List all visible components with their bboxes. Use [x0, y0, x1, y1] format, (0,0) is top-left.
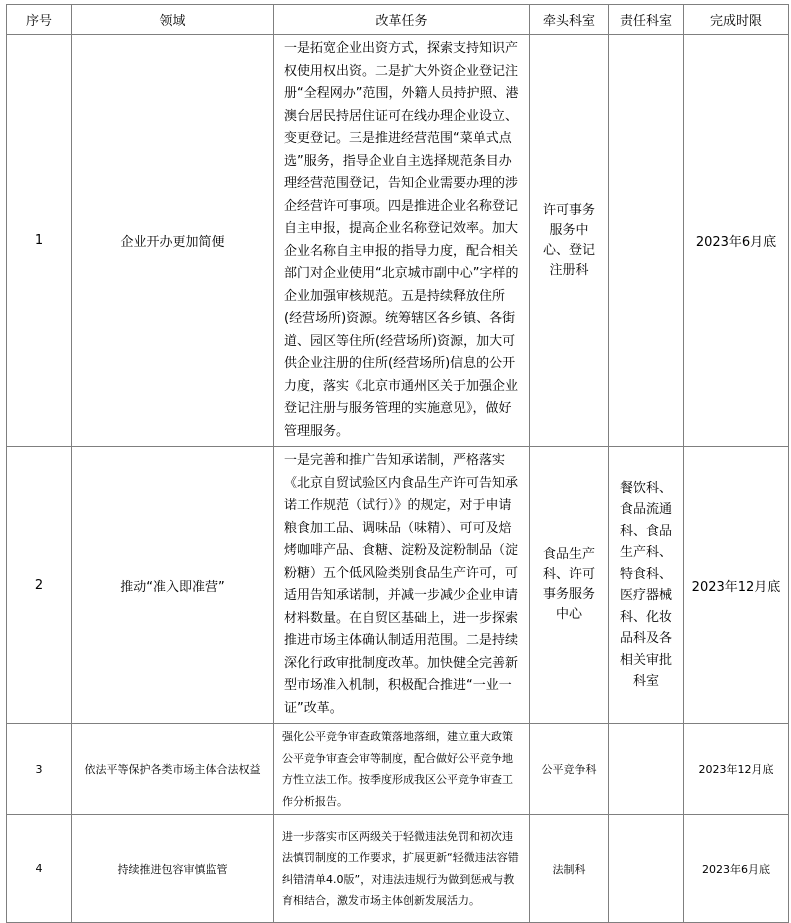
cell-task: 一是拓宽企业出资方式，探索支持知识产权使用权出资。二是扩大外资企业登记注册“全程网办”范围，外籍人员持护照、港澳台居民持居住证可在线办理企业设立、变更登记。三是推进经营范围“菜单式点选”服务，指导企业自主选择规范条目办理经营范围登记，告知企业需要办理的涉企经营许可事项。四是推进企业名称登记自主申报，提高企业名称登记效率。加大企业名称自主申报的指导力度，配合相关部门对企业使用“北京城市副中心”字样的企业加强审核规范。五是持续释放住所(经营场所)资源。统筹辖区各乡镇、各街道、园区等住所(经营场所)资源，加大可供企业注册的住所(经营场所)信息的公开力度，落实《北京市通州区关于加强企业登记注册与服务管理的实施意见》，做好管理服务。 — [274, 35, 530, 447]
cell-lead-dept: 公平竞争科 — [530, 724, 609, 815]
cell-lead-dept: 许可事务服务中心、登记注册科 — [530, 35, 609, 447]
cell-deadline: 2023年12月底 — [684, 447, 789, 724]
table-row — [7, 447, 789, 724]
cell-resp-dept — [609, 724, 684, 815]
cell-deadline: 2023年6月底 — [684, 815, 789, 923]
table-row — [7, 815, 789, 923]
cell-no: 2 — [7, 447, 72, 724]
cell-no: 4 — [7, 815, 72, 923]
cell-field: 依法平等保护各类市场主体合法权益 — [72, 724, 274, 815]
header-resp-dept: 责任科室 — [609, 5, 684, 35]
cell-deadline: 2023年12月底 — [684, 724, 789, 815]
cell-task: 进一步落实市区两级关于轻微违法免罚和初次违法慎罚制度的工作要求，扩展更新“轻微违法容错纠错清单4.0版”，对违法违规行为做到惩戒与教育相结合，激发市场主体创新发展活力。 — [274, 815, 530, 923]
cell-resp-dept — [609, 815, 684, 923]
header-deadline: 完成时限 — [684, 5, 789, 35]
table-row — [7, 35, 789, 447]
header-lead-dept: 牵头科室 — [530, 5, 609, 35]
cell-task: 一是完善和推广告知承诺制，严格落实《北京自贸试验区内食品生产许可告知承诺工作规范（试行）》的规定，对于申请粮食加工品、调味品（味精）、可可及焙烤咖啡产品、食糖、淀粉及淀粉制品（淀粉糖）五个低风险类别食品生产许可，可适用告知承诺制，并减一步减少企业申请材料数量。在自贸区基础上，进一步探索推进市场主体确认制适用范围。二是持续深化行政审批制度改革。加快健全完善新型市场准入机制，积极配合推进“一业一证”改革。 — [274, 447, 530, 724]
cell-lead-dept: 食品生产科、许可事务服务中心 — [530, 447, 609, 724]
reform-task-table — [6, 4, 789, 923]
cell-deadline: 2023年6月底 — [684, 35, 789, 447]
cell-no: 1 — [7, 35, 72, 447]
cell-lead-dept: 法制科 — [530, 815, 609, 923]
cell-no: 3 — [7, 724, 72, 815]
cell-task: 强化公平竞争审查政策落地落细，建立重大政策公平竞争审查会审等制度，配合做好公平竞争地方性立法工作。按季度形成我区公平竞争审查工作分析报告。 — [274, 724, 530, 815]
header-task: 改革任务 — [274, 5, 530, 35]
header-no: 序号 — [7, 5, 72, 35]
table-header-row — [7, 5, 789, 35]
cell-field: 推动“准入即准营” — [72, 447, 274, 724]
header-field: 领域 — [72, 5, 274, 35]
cell-field: 持续推进包容审慎监管 — [72, 815, 274, 923]
cell-field: 企业开办更加简便 — [72, 35, 274, 447]
cell-resp-dept: 餐饮科、食品流通科、食品生产科、特食科、医疗器械科、化妆品科及各相关审批科室 — [609, 447, 684, 724]
cell-resp-dept — [609, 35, 684, 447]
table-row — [7, 724, 789, 815]
